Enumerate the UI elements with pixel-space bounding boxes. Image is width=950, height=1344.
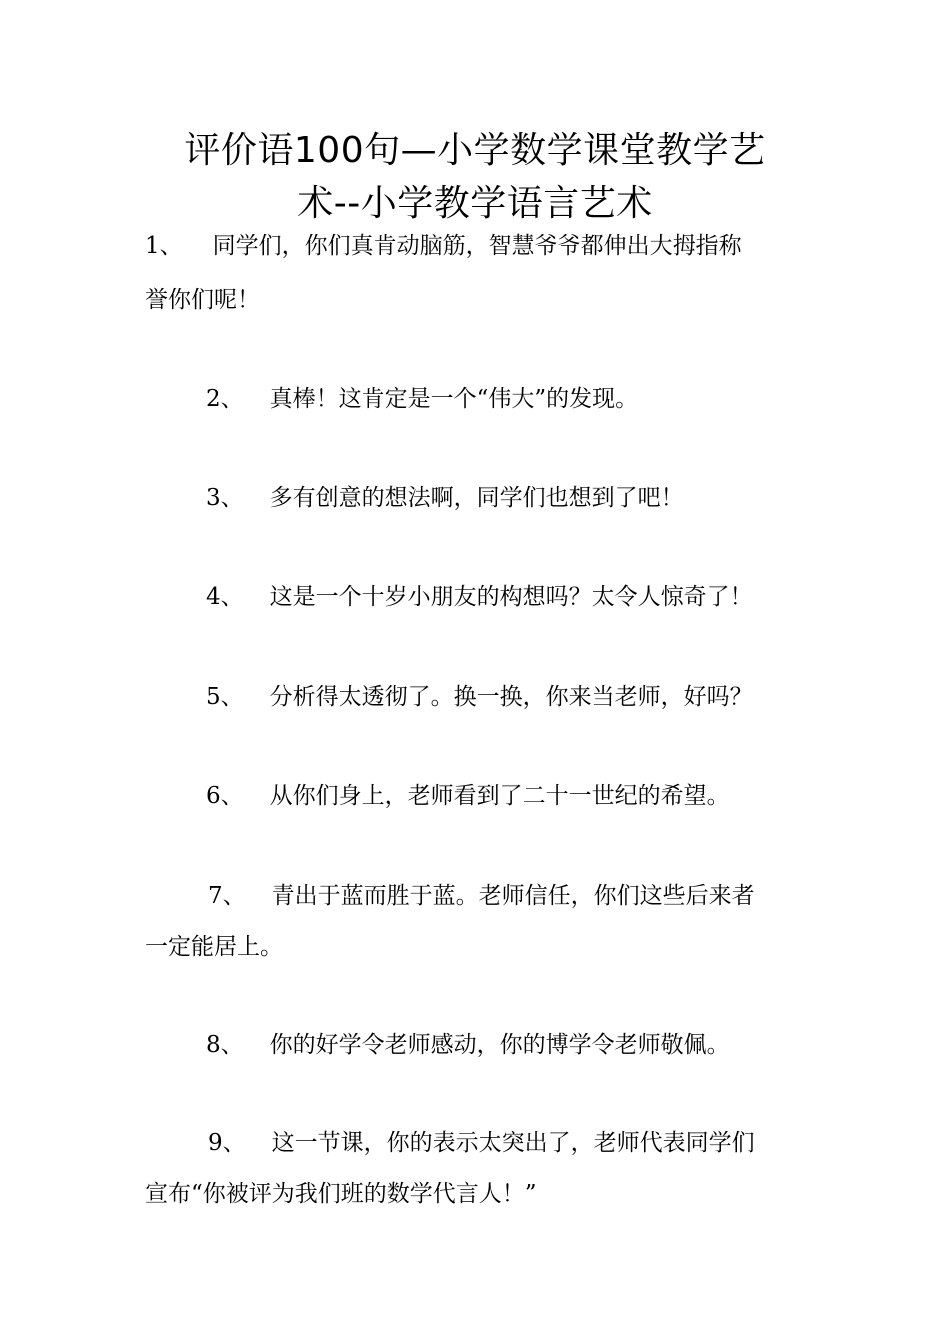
list-item-1 [145, 222, 810, 270]
list-item-text: 你的好学令老师感动，你的博学令老师敬佩。 [269, 1032, 730, 1058]
document-title-line-1: 评价语100句—小学数学课堂教学艺 [184, 130, 766, 171]
list-item-number: 1、 [145, 233, 183, 259]
list-item-number: 6、 [206, 783, 244, 809]
list-item-9 [208, 1119, 873, 1167]
list-item-2 [206, 375, 871, 423]
list-item-number: 5、 [206, 684, 244, 710]
list-item-4 [206, 573, 871, 621]
list-item-6 [206, 772, 871, 820]
list-item-5 [206, 673, 871, 721]
list-item-8 [206, 1021, 871, 1069]
list-item-number: 8、 [206, 1032, 244, 1058]
list-item-text: 这一节课，你的表示太突出了，老师代表同学们 [271, 1130, 755, 1156]
list-item-text: 一定能居上。 [145, 934, 283, 960]
document-title-line-2: 术--小学教学语言艺术 [297, 183, 653, 224]
list-item-text: 这是一个十岁小朋友的构想吗？太令人惊奇了！ [269, 584, 753, 610]
list-item-text: 宣布“你被评为我们班的数学代言人！” [145, 1181, 537, 1207]
list-item-number: 3、 [206, 485, 244, 511]
list-item-text: 青出于蓝而胜于蓝。老师信任，你们这些后来者 [271, 883, 755, 909]
list-item-text: 多有创意的想法啊，同学们也想到了吧！ [269, 485, 684, 511]
list-item-text: 分析得太透彻了。换一换，你来当老师，好吗？ [269, 684, 753, 710]
list-item-text: 誉你们呢！ [145, 287, 260, 313]
list-item-number: 9、 [208, 1130, 246, 1156]
list-item-1-continuation [145, 276, 810, 324]
list-item-text: 从你们身上，老师看到了二十一世纪的希望。 [269, 783, 730, 809]
list-item-number: 4、 [206, 584, 244, 610]
list-item-text: 真棒！这肯定是一个“伟大”的发现。 [269, 386, 639, 412]
list-item-number: 7、 [208, 883, 246, 909]
list-item-7-continuation [145, 923, 810, 971]
list-item-number: 2、 [206, 386, 244, 412]
list-item-3 [206, 474, 871, 522]
list-item-7 [208, 872, 873, 920]
list-item-text: 同学们，你们真肯动脑筋，智慧爷爷都伸出大拇指称 [212, 233, 742, 259]
list-item-9-continuation [145, 1170, 810, 1218]
